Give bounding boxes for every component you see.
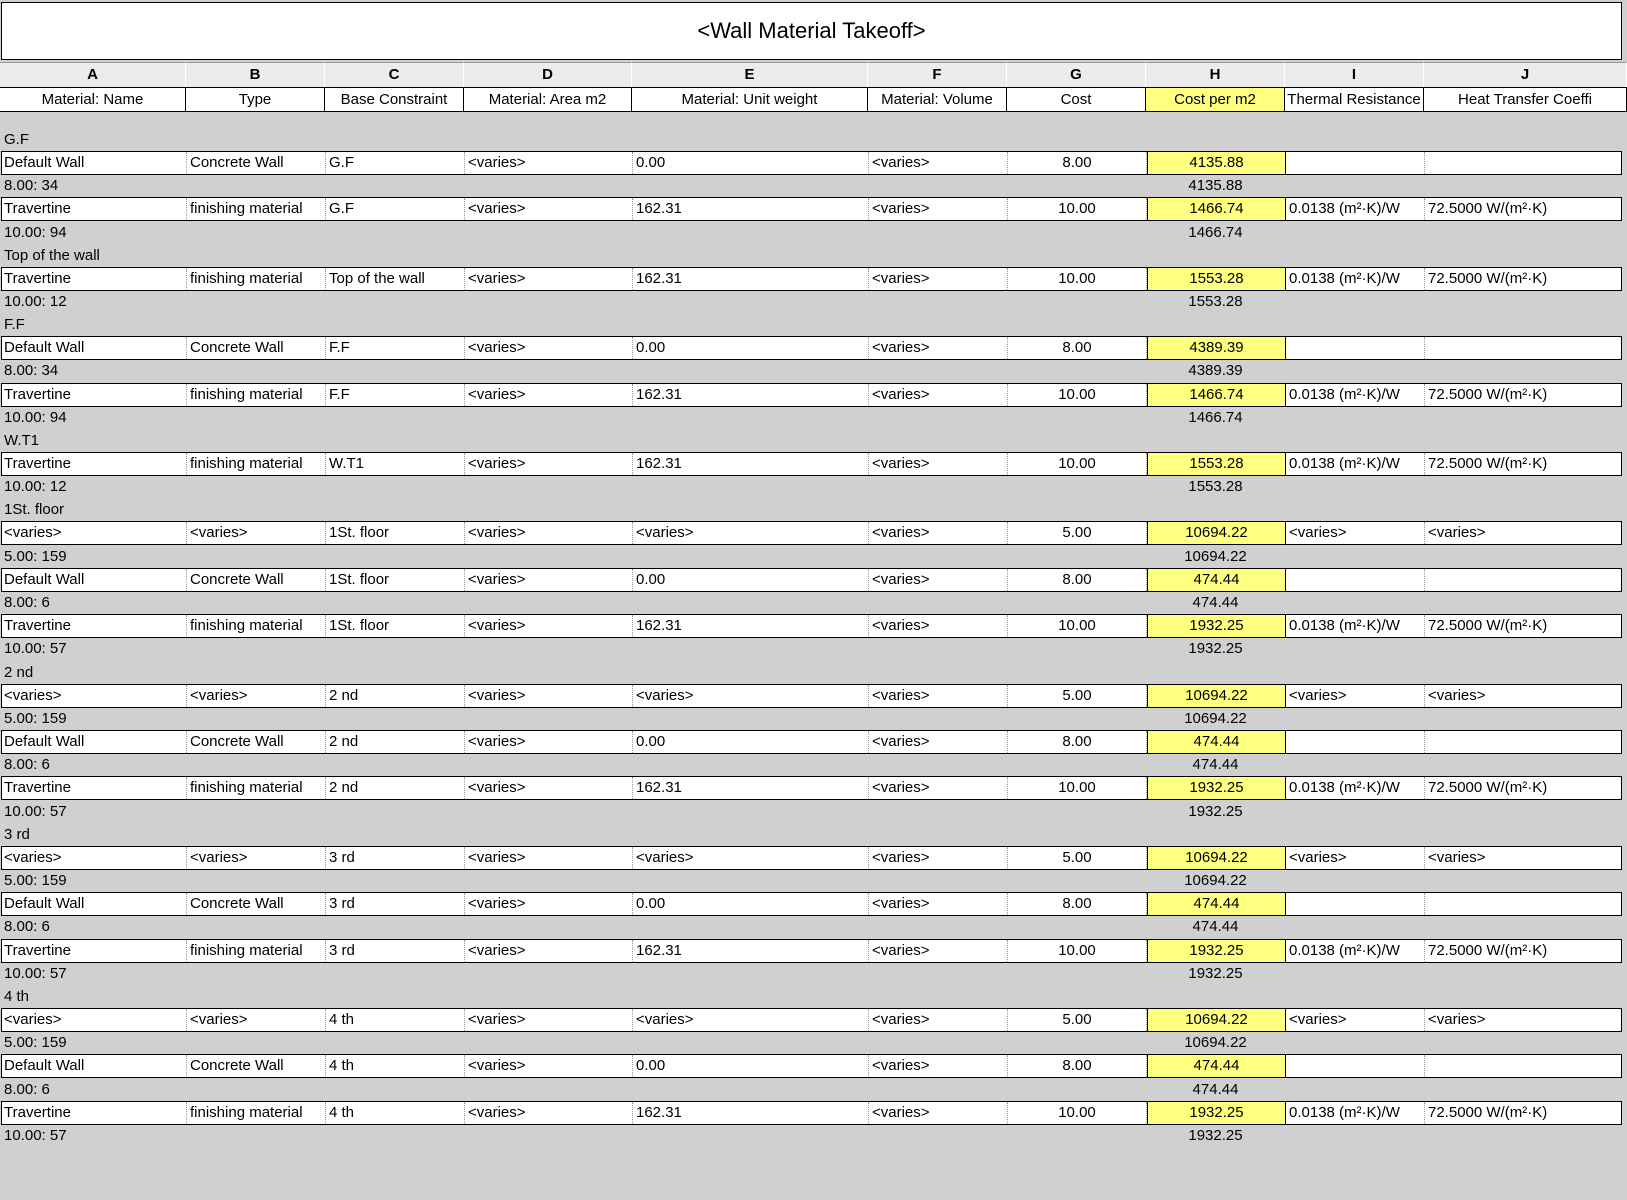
- subtotal-row: [0, 545, 1627, 569]
- table-cell[interactable]: <varies>: [465, 384, 633, 406]
- table-cell[interactable]: 162.31: [633, 615, 869, 637]
- table-cell[interactable]: 72.5000 W/(m²·K): [1425, 940, 1627, 962]
- table-cell[interactable]: 2 nd: [326, 777, 465, 799]
- column-letter-e[interactable]: E: [632, 62, 868, 87]
- group-label: G.F: [4, 131, 29, 148]
- table-cell[interactable]: 1932.25: [1147, 940, 1286, 962]
- subtotal-count: 8.00: 6: [4, 594, 50, 611]
- subtotal-total: 4135.88: [1188, 177, 1243, 194]
- table-cell[interactable]: <varies>: [1425, 522, 1627, 544]
- subtotal-total: 1932.25: [1188, 1127, 1243, 1144]
- table-cell[interactable]: <varies>: [1425, 1009, 1627, 1031]
- table-cell[interactable]: G.F: [326, 152, 465, 174]
- table-cell[interactable]: 1St. floor: [326, 569, 465, 591]
- table-cell[interactable]: <varies>: [1425, 685, 1627, 707]
- subtotal-row: [0, 637, 1627, 661]
- group-header: [0, 985, 1627, 1009]
- table-cell[interactable]: 10.00: [1008, 615, 1147, 637]
- table-cell[interactable]: 10694.22: [1147, 522, 1286, 544]
- table-cell[interactable]: <varies>: [869, 522, 1008, 544]
- table-cell[interactable]: <varies>: [869, 1009, 1008, 1031]
- table-cell[interactable]: Travertine: [1, 384, 187, 406]
- group-label: 2 nd: [4, 664, 34, 681]
- subtotal-total: 10694.22: [1184, 548, 1247, 565]
- table-cell[interactable]: 8.00: [1008, 1055, 1147, 1077]
- table-cell[interactable]: <varies>: [633, 847, 869, 869]
- subtotal-total: 474.44: [1192, 918, 1239, 935]
- table-cell[interactable]: 0.0138 (m²·K)/W: [1286, 940, 1425, 962]
- subtotal-total: 4389.39: [1188, 362, 1243, 379]
- table-cell[interactable]: Travertine: [1, 198, 187, 220]
- table-cell[interactable]: Travertine: [1, 453, 187, 475]
- table-cell[interactable]: Default Wall: [1, 569, 187, 591]
- subtotal-row: [0, 406, 1627, 430]
- table-cell[interactable]: 72.5000 W/(m²·K): [1425, 777, 1627, 799]
- table-cell[interactable]: <varies>: [465, 337, 633, 359]
- table-row[interactable]: [1, 336, 1622, 360]
- table-cell[interactable]: 4135.88: [1147, 152, 1286, 174]
- table-cell[interactable]: <varies>: [465, 777, 633, 799]
- table-cell[interactable]: finishing material: [187, 268, 326, 290]
- subtotal-count: 10.00: 94: [4, 224, 67, 241]
- table-cell[interactable]: 5.00: [1008, 685, 1147, 707]
- column-name-h[interactable]: Cost per m2: [1146, 87, 1285, 112]
- subtotal-count: 8.00: 6: [4, 756, 50, 773]
- subtotal-total: 474.44: [1192, 594, 1239, 611]
- subtotal-count: 8.00: 34: [4, 362, 59, 379]
- subtotal-count: 5.00: 159: [4, 710, 67, 727]
- table-cell[interactable]: 0.0138 (m²·K)/W: [1286, 384, 1425, 406]
- table-cell[interactable]: Travertine: [1, 777, 187, 799]
- table-cell[interactable]: [1286, 1055, 1425, 1077]
- table-cell[interactable]: 5.00: [1008, 847, 1147, 869]
- table-cell[interactable]: 474.44: [1147, 1055, 1286, 1077]
- table-cell[interactable]: <varies>: [869, 384, 1008, 406]
- table-cell[interactable]: 10.00: [1008, 198, 1147, 220]
- table-cell[interactable]: <varies>: [869, 731, 1008, 753]
- group-label: W.T1: [4, 432, 40, 449]
- table-cell[interactable]: 0.00: [633, 337, 869, 359]
- table-cell[interactable]: 10694.22: [1147, 847, 1286, 869]
- table-cell[interactable]: 162.31: [633, 940, 869, 962]
- table-cell[interactable]: F.F: [326, 384, 465, 406]
- table-cell[interactable]: 8.00: [1008, 893, 1147, 915]
- table-cell[interactable]: 474.44: [1147, 731, 1286, 753]
- column-name-g[interactable]: Cost: [1007, 87, 1146, 112]
- table-cell[interactable]: <varies>: [869, 198, 1008, 220]
- table-cell[interactable]: 5.00: [1008, 1009, 1147, 1031]
- table-cell[interactable]: <varies>: [1286, 847, 1425, 869]
- table-cell[interactable]: <varies>: [869, 337, 1008, 359]
- table-cell[interactable]: <varies>: [465, 1009, 633, 1031]
- subtotal-total: 1932.25: [1188, 965, 1243, 982]
- table-cell[interactable]: 0.00: [633, 569, 869, 591]
- subtotal-row: [0, 475, 1627, 499]
- table-cell[interactable]: 474.44: [1147, 893, 1286, 915]
- group-header: [0, 823, 1627, 847]
- schedule-title-text: <Wall Material Takeoff>: [697, 18, 926, 43]
- subtotal-count: 8.00: 6: [4, 918, 50, 935]
- table-row[interactable]: [1, 776, 1622, 800]
- table-cell[interactable]: 1466.74: [1147, 198, 1286, 220]
- table-cell[interactable]: 1St. floor: [326, 522, 465, 544]
- table-cell[interactable]: <varies>: [633, 522, 869, 544]
- table-cell[interactable]: 10.00: [1008, 384, 1147, 406]
- subtotal-row: [0, 290, 1627, 314]
- column-name-c[interactable]: Base Constraint: [325, 87, 464, 112]
- group-header: [0, 661, 1627, 685]
- table-cell[interactable]: Concrete Wall: [187, 731, 326, 753]
- group-header: [0, 429, 1627, 453]
- subtotal-count: 10.00: 12: [4, 293, 67, 310]
- table-cell[interactable]: 72.5000 W/(m²·K): [1425, 384, 1627, 406]
- column-letter-a[interactable]: A: [0, 62, 186, 87]
- subtotal-row: [0, 707, 1627, 731]
- subtotal-total: 1466.74: [1188, 224, 1243, 241]
- table-cell[interactable]: [1425, 569, 1627, 591]
- table-cell[interactable]: 162.31: [633, 198, 869, 220]
- table-cell[interactable]: Travertine: [1, 615, 187, 637]
- table-cell[interactable]: <varies>: [465, 522, 633, 544]
- table-cell[interactable]: 4389.39: [1147, 337, 1286, 359]
- subtotal-count: 10.00: 57: [4, 803, 67, 820]
- table-cell[interactable]: Top of the wall: [326, 268, 465, 290]
- subtotal-row: [0, 915, 1627, 939]
- group-label: 4 th: [4, 988, 30, 1005]
- table-cell[interactable]: 2 nd: [326, 731, 465, 753]
- table-cell[interactable]: 72.5000 W/(m²·K): [1425, 1102, 1627, 1124]
- column-letter-b[interactable]: B: [186, 62, 325, 87]
- table-cell[interactable]: 4 th: [326, 1055, 465, 1077]
- column-letter-c[interactable]: C: [325, 62, 464, 87]
- table-row[interactable]: [1, 939, 1622, 963]
- subtotal-total: 474.44: [1192, 1081, 1239, 1098]
- table-cell[interactable]: 10.00: [1008, 940, 1147, 962]
- table-row[interactable]: [1, 452, 1622, 476]
- table-cell[interactable]: Concrete Wall: [187, 337, 326, 359]
- subtotal-row: [0, 221, 1627, 245]
- table-cell[interactable]: 10694.22: [1147, 1009, 1286, 1031]
- table-cell[interactable]: <varies>: [1286, 685, 1425, 707]
- table-cell[interactable]: 4 th: [326, 1102, 465, 1124]
- subtotal-row: [0, 1078, 1627, 1102]
- subtotal-total: 10694.22: [1184, 872, 1247, 889]
- table-cell[interactable]: 1932.25: [1147, 615, 1286, 637]
- table-cell[interactable]: <varies>: [465, 893, 633, 915]
- subtotal-total: 1932.25: [1188, 640, 1243, 657]
- table-cell[interactable]: 162.31: [633, 453, 869, 475]
- table-cell[interactable]: [1286, 337, 1425, 359]
- table-row[interactable]: [1, 521, 1622, 545]
- subtotal-total: 1932.25: [1188, 803, 1243, 820]
- column-letter-d[interactable]: D: [464, 62, 632, 87]
- table-cell[interactable]: 3 rd: [326, 893, 465, 915]
- table-cell[interactable]: 1932.25: [1147, 1102, 1286, 1124]
- table-row[interactable]: [1, 614, 1622, 638]
- table-cell[interactable]: <varies>: [1, 522, 187, 544]
- table-row[interactable]: [1, 684, 1622, 708]
- group-header: [0, 244, 1627, 268]
- column-letter-f[interactable]: F: [868, 62, 1007, 87]
- table-cell[interactable]: Travertine: [1, 1102, 187, 1124]
- table-cell[interactable]: <varies>: [869, 152, 1008, 174]
- table-cell[interactable]: <varies>: [869, 777, 1008, 799]
- table-row[interactable]: [1, 892, 1622, 916]
- subtotal-count: 10.00: 12: [4, 478, 67, 495]
- subtotal-count: 8.00: 6: [4, 1081, 50, 1098]
- table-cell[interactable]: [1425, 731, 1627, 753]
- table-cell[interactable]: <varies>: [1, 847, 187, 869]
- subtotal-row: [0, 800, 1627, 824]
- subtotal-row: [0, 1031, 1627, 1055]
- table-cell[interactable]: 0.0138 (m²·K)/W: [1286, 1102, 1425, 1124]
- table-cell[interactable]: <varies>: [465, 569, 633, 591]
- schedule-title[interactable]: [1, 2, 1622, 60]
- table-cell[interactable]: Default Wall: [1, 1055, 187, 1077]
- table-cell[interactable]: <varies>: [465, 1102, 633, 1124]
- table-cell[interactable]: finishing material: [187, 1102, 326, 1124]
- group-label: 1St. floor: [4, 501, 65, 518]
- subtotal-row: [0, 869, 1627, 893]
- table-cell[interactable]: Concrete Wall: [187, 893, 326, 915]
- table-cell[interactable]: 8.00: [1008, 337, 1147, 359]
- subtotal-row: [0, 753, 1627, 777]
- table-cell[interactable]: finishing material: [187, 777, 326, 799]
- table-cell[interactable]: 72.5000 W/(m²·K): [1425, 268, 1627, 290]
- table-cell[interactable]: 10.00: [1008, 453, 1147, 475]
- table-cell[interactable]: <varies>: [1, 1009, 187, 1031]
- table-cell[interactable]: G.F: [326, 198, 465, 220]
- column-name-header: [0, 87, 1627, 112]
- table-cell[interactable]: <varies>: [465, 1055, 633, 1077]
- subtotal-total: 10694.22: [1184, 1034, 1247, 1051]
- table-cell[interactable]: 0.0138 (m²·K)/W: [1286, 453, 1425, 475]
- table-row[interactable]: [1, 383, 1622, 407]
- subtotal-count: 5.00: 159: [4, 872, 67, 889]
- table-row[interactable]: [1, 151, 1622, 175]
- table-cell[interactable]: 1553.28: [1147, 268, 1286, 290]
- table-cell[interactable]: <varies>: [1286, 522, 1425, 544]
- table-cell[interactable]: 0.0138 (m²·K)/W: [1286, 198, 1425, 220]
- table-cell[interactable]: finishing material: [187, 940, 326, 962]
- table-cell[interactable]: [1425, 337, 1627, 359]
- column-letter-i[interactable]: I: [1285, 62, 1424, 87]
- column-name-d[interactable]: Material: Area m2: [464, 87, 632, 112]
- group-header: [0, 128, 1627, 152]
- table-cell[interactable]: <varies>: [465, 685, 633, 707]
- subtotal-row: [0, 1124, 1627, 1148]
- table-cell[interactable]: 72.5000 W/(m²·K): [1425, 615, 1627, 637]
- table-row[interactable]: [1, 730, 1622, 754]
- column-name-e[interactable]: Material: Unit weight: [632, 87, 868, 112]
- table-cell[interactable]: Concrete Wall: [187, 152, 326, 174]
- table-cell[interactable]: F.F: [326, 337, 465, 359]
- subtotal-count: 10.00: 57: [4, 965, 67, 982]
- table-cell[interactable]: 474.44: [1147, 569, 1286, 591]
- table-cell[interactable]: 72.5000 W/(m²·K): [1425, 453, 1627, 475]
- subtotal-total: 1466.74: [1188, 409, 1243, 426]
- table-cell[interactable]: 4 th: [326, 1009, 465, 1031]
- table-cell[interactable]: 0.00: [633, 893, 869, 915]
- subtotal-count: 8.00: 34: [4, 177, 59, 194]
- table-cell[interactable]: <varies>: [187, 1009, 326, 1031]
- subtotal-count: 5.00: 159: [4, 1034, 67, 1051]
- table-row[interactable]: [1, 267, 1622, 291]
- table-cell[interactable]: [1286, 893, 1425, 915]
- table-cell[interactable]: [1286, 569, 1425, 591]
- table-cell[interactable]: <varies>: [465, 847, 633, 869]
- column-letter-header: [0, 62, 1627, 87]
- table-cell[interactable]: [1425, 893, 1627, 915]
- table-cell[interactable]: [1286, 152, 1425, 174]
- table-cell[interactable]: <varies>: [465, 615, 633, 637]
- table-cell[interactable]: <varies>: [1286, 1009, 1425, 1031]
- table-cell[interactable]: 162.31: [633, 777, 869, 799]
- table-cell[interactable]: finishing material: [187, 453, 326, 475]
- subtotal-total: 1553.28: [1188, 478, 1243, 495]
- column-name-a[interactable]: Material: Name: [0, 87, 186, 112]
- table-cell[interactable]: <varies>: [869, 940, 1008, 962]
- table-cell[interactable]: <varies>: [633, 685, 869, 707]
- group-label: 3 rd: [4, 826, 30, 843]
- table-cell[interactable]: 0.0138 (m²·K)/W: [1286, 615, 1425, 637]
- table-cell[interactable]: 162.31: [633, 268, 869, 290]
- table-cell[interactable]: <varies>: [187, 847, 326, 869]
- table-cell[interactable]: <varies>: [187, 685, 326, 707]
- table-cell[interactable]: 1St. floor: [326, 615, 465, 637]
- table-cell[interactable]: <varies>: [633, 1009, 869, 1031]
- table-cell[interactable]: Concrete Wall: [187, 1055, 326, 1077]
- table-cell[interactable]: <varies>: [869, 685, 1008, 707]
- subtotal-count: 10.00: 57: [4, 1127, 67, 1144]
- table-cell[interactable]: 0.00: [633, 152, 869, 174]
- table-cell[interactable]: 8.00: [1008, 569, 1147, 591]
- column-name-j[interactable]: Heat Transfer Coeffi: [1424, 87, 1627, 112]
- subtotal-row: [0, 591, 1627, 615]
- table-cell[interactable]: 3 rd: [326, 940, 465, 962]
- table-cell[interactable]: 162.31: [633, 384, 869, 406]
- table-cell[interactable]: [1286, 731, 1425, 753]
- table-cell[interactable]: [1425, 152, 1627, 174]
- subtotal-count: 5.00: 159: [4, 548, 67, 565]
- table-cell[interactable]: 1553.28: [1147, 453, 1286, 475]
- table-cell[interactable]: 5.00: [1008, 522, 1147, 544]
- subtotal-row: [0, 174, 1627, 198]
- table-cell[interactable]: finishing material: [187, 198, 326, 220]
- subtotal-row: [0, 359, 1627, 383]
- column-name-i[interactable]: Thermal Resistance: [1285, 87, 1424, 112]
- column-letter-h[interactable]: H: [1146, 62, 1285, 87]
- table-cell[interactable]: 1932.25: [1147, 777, 1286, 799]
- table-cell[interactable]: finishing material: [187, 615, 326, 637]
- column-name-b[interactable]: Type: [186, 87, 325, 112]
- table-cell[interactable]: Travertine: [1, 268, 187, 290]
- table-row[interactable]: [1, 568, 1622, 592]
- table-cell[interactable]: <varies>: [1425, 847, 1627, 869]
- table-cell[interactable]: W.T1: [326, 453, 465, 475]
- table-cell[interactable]: 72.5000 W/(m²·K): [1425, 198, 1627, 220]
- table-row[interactable]: [1, 1101, 1622, 1125]
- subtotal-count: 10.00: 57: [4, 640, 67, 657]
- group-label: F.F: [4, 316, 25, 333]
- table-cell[interactable]: <varies>: [465, 453, 633, 475]
- table-cell[interactable]: 3 rd: [326, 847, 465, 869]
- table-cell[interactable]: Concrete Wall: [187, 569, 326, 591]
- table-cell[interactable]: <varies>: [869, 847, 1008, 869]
- group-label: Top of the wall: [4, 247, 100, 264]
- table-cell[interactable]: 162.31: [633, 1102, 869, 1124]
- table-cell[interactable]: Travertine: [1, 940, 187, 962]
- table-cell[interactable]: 10.00: [1008, 1102, 1147, 1124]
- table-cell[interactable]: 8.00: [1008, 152, 1147, 174]
- table-cell[interactable]: <varies>: [869, 615, 1008, 637]
- table-cell[interactable]: 0.00: [633, 1055, 869, 1077]
- subtotal-row: [0, 962, 1627, 986]
- table-cell[interactable]: 0.0138 (m²·K)/W: [1286, 777, 1425, 799]
- table-cell[interactable]: 10.00: [1008, 268, 1147, 290]
- table-cell[interactable]: 10.00: [1008, 777, 1147, 799]
- table-cell[interactable]: Default Wall: [1, 337, 187, 359]
- table-row[interactable]: [1, 1008, 1622, 1032]
- column-letter-j[interactable]: J: [1424, 62, 1627, 87]
- table-cell[interactable]: finishing material: [187, 384, 326, 406]
- table-row[interactable]: [1, 846, 1622, 870]
- table-cell[interactable]: <varies>: [465, 268, 633, 290]
- table-cell[interactable]: 8.00: [1008, 731, 1147, 753]
- subtotal-total: 474.44: [1192, 756, 1239, 773]
- subtotal-total: 1553.28: [1188, 293, 1243, 310]
- group-header: [0, 498, 1627, 522]
- table-cell[interactable]: <varies>: [465, 940, 633, 962]
- table-cell[interactable]: <varies>: [465, 198, 633, 220]
- table-cell[interactable]: <varies>: [869, 893, 1008, 915]
- table-cell[interactable]: <varies>: [869, 453, 1008, 475]
- table-cell[interactable]: Default Wall: [1, 893, 187, 915]
- table-cell[interactable]: Default Wall: [1, 152, 187, 174]
- subtotal-total: 10694.22: [1184, 710, 1247, 727]
- table-cell[interactable]: <varies>: [187, 522, 326, 544]
- table-cell[interactable]: <varies>: [869, 1055, 1008, 1077]
- table-cell[interactable]: 0.00: [633, 731, 869, 753]
- table-cell[interactable]: 10694.22: [1147, 685, 1286, 707]
- column-letter-g[interactable]: G: [1007, 62, 1146, 87]
- table-cell[interactable]: <varies>: [869, 1102, 1008, 1124]
- group-header: [0, 313, 1627, 337]
- table-cell[interactable]: <varies>: [1, 685, 187, 707]
- subtotal-count: 10.00: 94: [4, 409, 67, 426]
- table-row[interactable]: [1, 197, 1622, 221]
- table-cell[interactable]: <varies>: [465, 152, 633, 174]
- table-cell[interactable]: <varies>: [465, 731, 633, 753]
- table-cell[interactable]: <varies>: [869, 268, 1008, 290]
- column-name-f[interactable]: Material: Volume: [868, 87, 1007, 112]
- table-cell[interactable]: 1466.74: [1147, 384, 1286, 406]
- table-row[interactable]: [1, 1054, 1622, 1078]
- table-cell[interactable]: <varies>: [869, 569, 1008, 591]
- table-cell[interactable]: 0.0138 (m²·K)/W: [1286, 268, 1425, 290]
- table-cell[interactable]: 2 nd: [326, 685, 465, 707]
- table-cell[interactable]: Default Wall: [1, 731, 187, 753]
- table-cell[interactable]: [1425, 1055, 1627, 1077]
